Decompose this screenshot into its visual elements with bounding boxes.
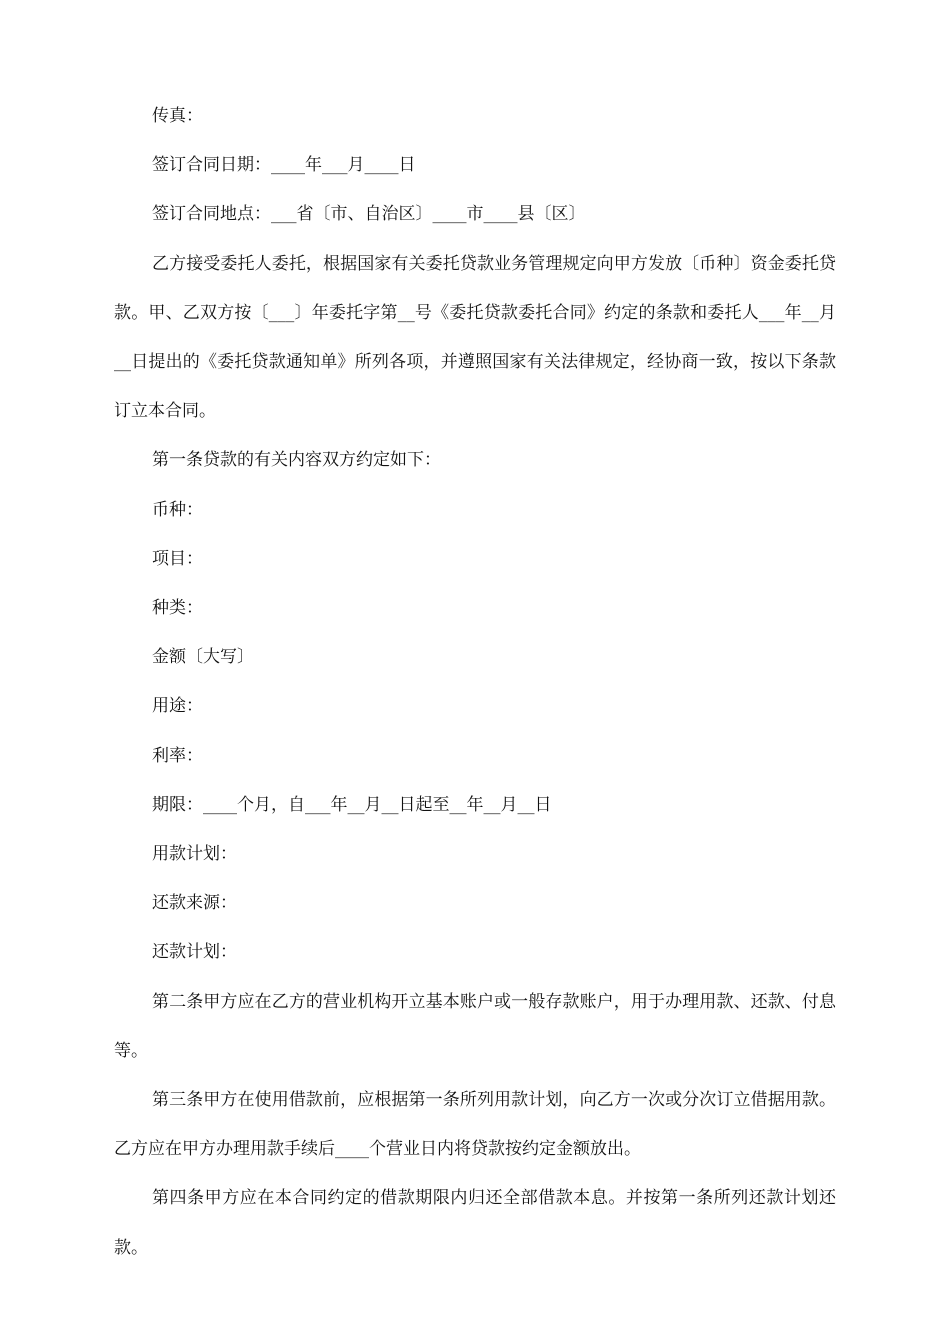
signing-place-field: 签订合同地点：___省〔市、自治区〕____市____县〔区〕 — [152, 204, 586, 225]
repayment-source-field: 还款来源： — [152, 893, 237, 914]
type-field: 种类： — [152, 598, 203, 619]
interest-rate-field: 利率： — [152, 745, 203, 766]
article-2-paragraph: 第二条甲方应在乙方的营业机构开立基本账户或一般存款账户，用于办理用款、还款、付息等。 — [114, 991, 836, 1061]
fax-field: 传真： — [152, 106, 203, 126]
document-page — [114, 92, 836, 1273]
project-field: 项目： — [152, 548, 203, 569]
term-field: 期限：____个月，自___年__月__日起至__年__月__日 — [152, 794, 552, 815]
usage-plan-field: 用款计划： — [152, 844, 237, 865]
article-4-paragraph: 第四条甲方应在本合同约定的借款期限内归还全部借款本息。并按第一条所列还款计划还款。 — [114, 1188, 836, 1258]
signing-date-field: 签订合同日期：____年___月____日 — [152, 155, 416, 176]
currency-field: 币种： — [152, 499, 203, 520]
purpose-field: 用途： — [152, 696, 203, 717]
amount-field: 金额〔大写〕 — [152, 647, 254, 668]
preamble-paragraph: 乙方接受委托人委托，根据国家有关委托贷款业务管理规定向甲方发放〔币种〕资金委托贷款。甲、乙双方按〔___〕年委托字第__号《委托贷款委托合同》约定的条款和委托人___年__月__日提出的《委托贷款通知单》所列各项，并遵照国家有关法律规定，经协商一致，按以下条款订立本合同。 — [114, 253, 836, 422]
article-1-heading: 第一条贷款的有关内容双方约定如下： — [152, 450, 441, 471]
article-3-paragraph: 第三条甲方在使用借款前，应根据第一条所列用款计划，向乙方一次或分次订立借据用款。乙方应在甲方办理用款手续后____个营业日内将贷款按约定金额放出。 — [114, 1090, 836, 1160]
repayment-plan-field: 还款计划： — [152, 942, 237, 963]
